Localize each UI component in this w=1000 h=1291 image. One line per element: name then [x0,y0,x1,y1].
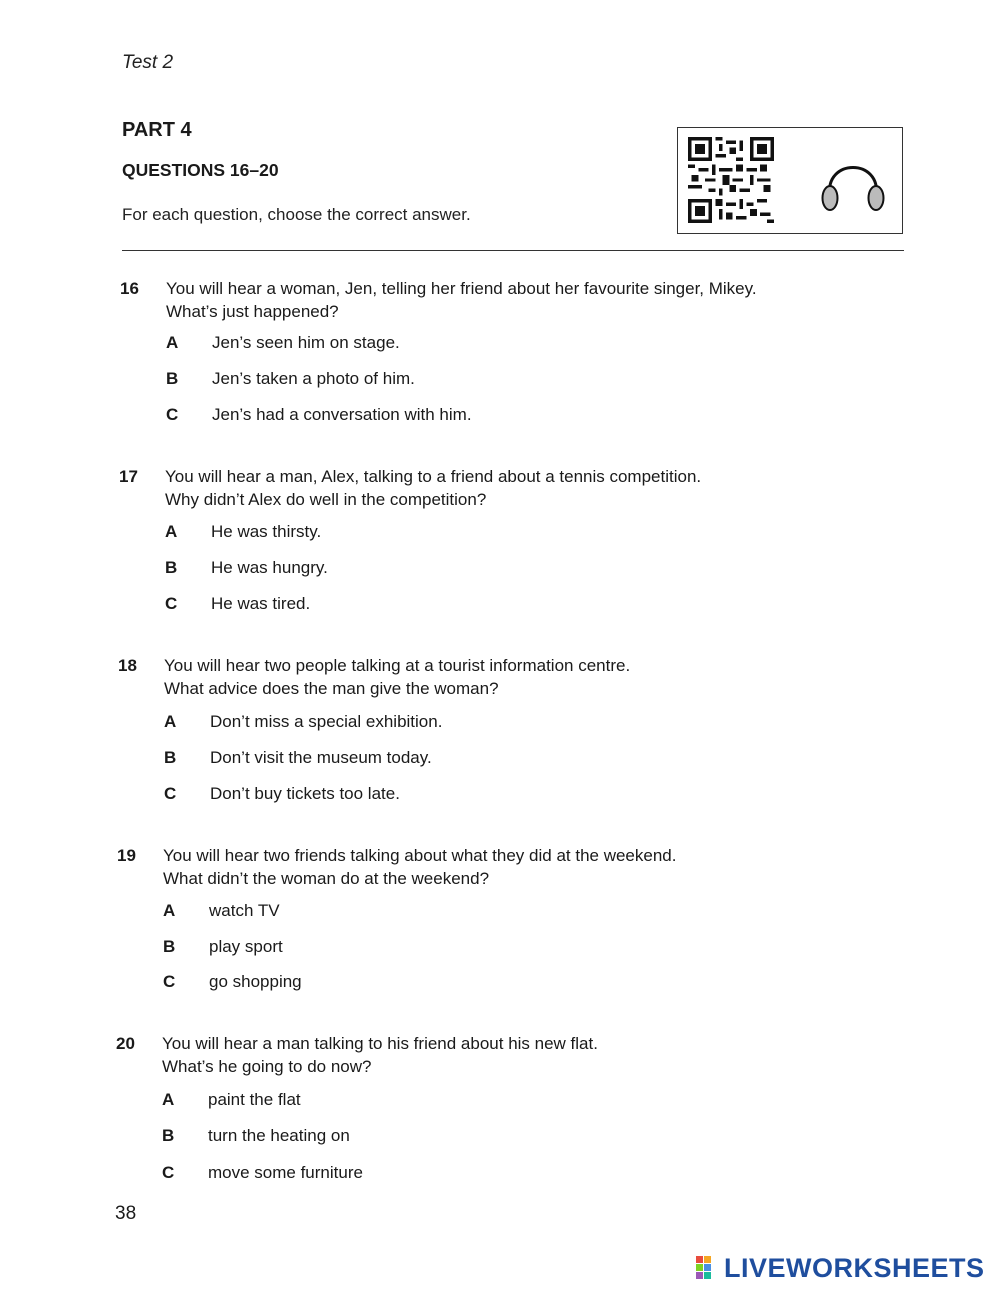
questions-range: QUESTIONS 16–20 [122,160,279,180]
option-text: watch TV [209,901,280,920]
option-letter: B [163,937,176,956]
option-text: go shopping [209,972,302,991]
question-text [166,277,846,323]
brand-name: LIVEWORKSHEETS [724,1253,985,1283]
headphones-icon [816,148,890,218]
question-number: 20 [116,1034,135,1053]
option-letter: A [162,1090,175,1109]
option-letter: A [166,333,179,352]
divider [122,250,904,251]
option-letter: A [164,712,177,731]
option-text: play sport [209,937,283,956]
question-prompt: What didn’t the woman do at the weekend? [163,869,490,888]
part-title: PART 4 [122,119,192,141]
question-prompt: What’s he going to do now? [162,1057,372,1076]
option-text: Jen’s had a conversation with him. [212,405,472,424]
option-text: He was hungry. [211,558,328,577]
option-letter: B [165,558,178,577]
question-number: 19 [117,846,136,865]
option-text: He was thirsty. [211,522,322,541]
question-context: You will hear two friends talking about what they did at the weekend. [163,846,677,865]
option-letter: C [166,405,179,424]
question-context: You will hear a woman, Jen, telling her friend about her favourite singer, Mikey. [166,279,757,298]
question-context: You will hear a man, Alex, talking to a friend about a tennis competition. [165,467,702,486]
question-text [165,465,845,511]
question-text [164,654,844,700]
question-text [162,1032,842,1078]
question-text [163,844,843,890]
option-letter: C [162,1163,175,1182]
audio-box [677,127,903,234]
option-text: Jen’s taken a photo of him. [212,369,415,388]
question-context: You will hear a man talking to his friend about his new flat. [162,1034,598,1053]
option-letter: B [162,1126,175,1145]
question-prompt: What advice does the man give the woman? [164,679,499,698]
option-text: move some furniture [208,1163,363,1182]
question-number: 16 [120,279,139,298]
option-letter: C [164,784,177,803]
question-prompt: Why didn’t Alex do well in the competition? [165,490,487,509]
page-number: 38 [115,1203,137,1224]
option-letter: B [164,748,177,767]
question-number: 17 [119,467,138,486]
brand-squares-icon [696,1256,720,1280]
option-letter: A [165,522,178,541]
option-text: Don’t buy tickets too late. [210,784,400,803]
option-letter: C [163,972,176,991]
option-letter: A [163,901,176,920]
option-text: Don’t visit the museum today. [210,748,432,767]
test-label: Test 2 [122,52,174,73]
option-text: He was tired. [211,594,311,613]
option-text: paint the flat [208,1090,301,1109]
question-number: 18 [118,656,137,675]
qr-code-icon[interactable] [688,137,774,223]
question-context: You will hear two people talking at a tourist information centre. [164,656,631,675]
option-letter: B [166,369,179,388]
option-letter: C [165,594,178,613]
option-text: Don’t miss a special exhibition. [210,712,443,731]
option-text: Jen’s seen him on stage. [212,333,400,352]
instruction: For each question, choose the correct answer. [122,205,471,224]
option-text: turn the heating on [208,1126,350,1145]
question-prompt: What’s just happened? [166,302,339,321]
